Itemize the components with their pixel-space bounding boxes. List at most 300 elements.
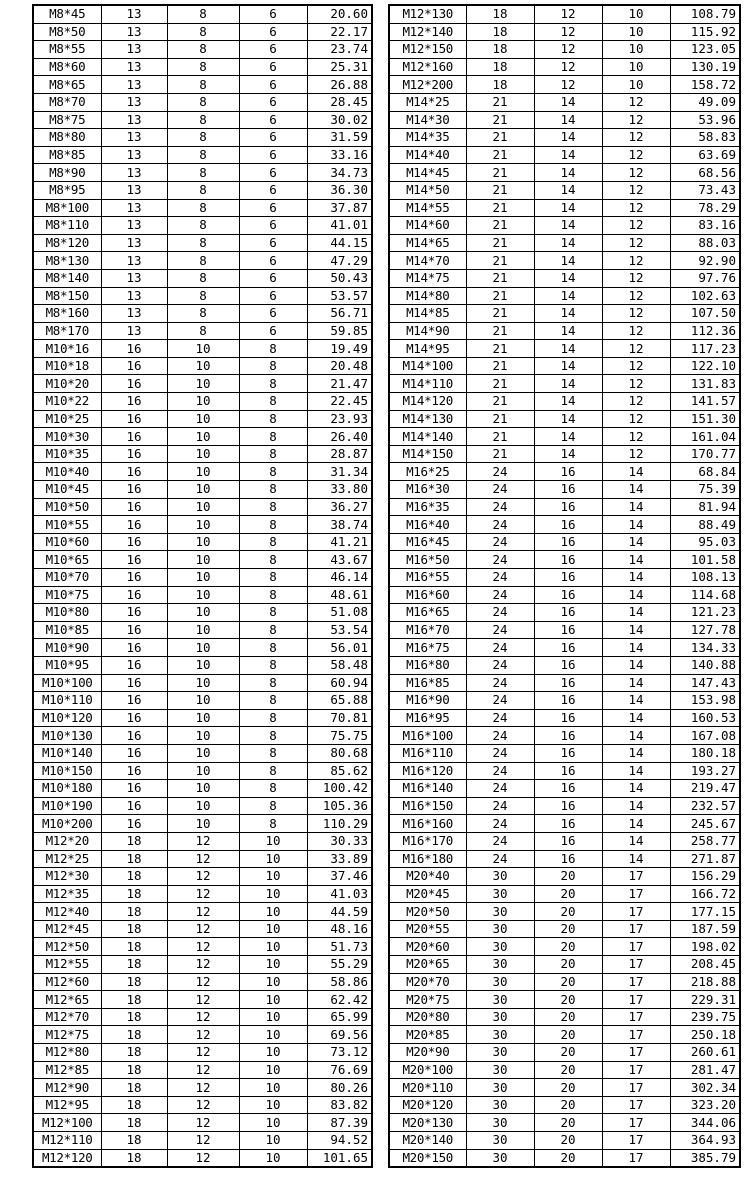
dimension-a-cell: 24 [466, 516, 534, 534]
spec-name-cell: M14*100 [389, 357, 466, 375]
table-row [389, 498, 740, 516]
table-row [389, 938, 740, 956]
dimension-b-cell: 14 [534, 234, 602, 252]
dimension-b-cell: 8 [167, 287, 239, 305]
spec-name-cell: M10*120 [33, 709, 101, 727]
dimension-c-cell: 17 [602, 868, 670, 886]
dimension-b-cell: 20 [534, 1149, 602, 1167]
spec-name-cell: M8*150 [33, 287, 101, 305]
dimension-b-cell: 16 [534, 744, 602, 762]
table-row [389, 287, 740, 305]
price-cell: 20.48 [307, 357, 372, 375]
dimension-c-cell: 10 [239, 938, 307, 956]
table-row [389, 832, 740, 850]
spec-name-cell: M16*75 [389, 639, 466, 657]
dimension-b-cell: 8 [167, 5, 239, 23]
price-cell: 158.72 [670, 76, 740, 94]
dimension-b-cell: 8 [167, 269, 239, 287]
price-cell: 105.36 [307, 797, 372, 815]
dimension-c-cell: 14 [602, 656, 670, 674]
dimension-c-cell: 14 [602, 727, 670, 745]
spec-name-cell: M8*75 [33, 111, 101, 129]
dimension-a-cell: 16 [101, 586, 167, 604]
price-cell: 94.52 [307, 1132, 372, 1150]
dimension-b-cell: 20 [534, 973, 602, 991]
dimension-a-cell: 16 [101, 533, 167, 551]
spec-name-cell: M12*160 [389, 58, 466, 76]
dimension-a-cell: 18 [101, 1149, 167, 1167]
dimension-c-cell: 12 [602, 357, 670, 375]
dimension-c-cell: 8 [239, 463, 307, 481]
dimension-a-cell: 21 [466, 252, 534, 270]
price-cell: 80.26 [307, 1079, 372, 1097]
spec-name-cell: M16*160 [389, 815, 466, 833]
dimension-b-cell: 14 [534, 375, 602, 393]
dimension-b-cell: 14 [534, 393, 602, 411]
dimension-b-cell: 14 [534, 340, 602, 358]
dimension-c-cell: 12 [602, 322, 670, 340]
dimension-b-cell: 12 [167, 832, 239, 850]
table-row [389, 252, 740, 270]
spec-name-cell: M14*75 [389, 269, 466, 287]
price-cell: 170.77 [670, 445, 740, 463]
table-row [389, 129, 740, 147]
dimension-c-cell: 12 [602, 393, 670, 411]
table-row [389, 111, 740, 129]
dimension-c-cell: 14 [602, 797, 670, 815]
dimension-b-cell: 10 [167, 569, 239, 587]
spec-name-cell: M8*100 [33, 199, 101, 217]
spec-name-cell: M14*95 [389, 340, 466, 358]
table-row [33, 656, 372, 674]
table-row [33, 674, 372, 692]
dimension-a-cell: 30 [466, 1149, 534, 1167]
dimension-b-cell: 14 [534, 181, 602, 199]
table-row [33, 586, 372, 604]
dimension-a-cell: 13 [101, 269, 167, 287]
table-row [33, 815, 372, 833]
dimension-c-cell: 17 [602, 1061, 670, 1079]
table-row [33, 780, 372, 798]
table-row [33, 569, 372, 587]
table-row [389, 604, 740, 622]
dimension-a-cell: 21 [466, 111, 534, 129]
dimension-b-cell: 10 [167, 393, 239, 411]
spec-name-cell: M16*60 [389, 586, 466, 604]
dimension-a-cell: 13 [101, 252, 167, 270]
price-cell: 30.33 [307, 832, 372, 850]
dimension-b-cell: 10 [167, 621, 239, 639]
dimension-b-cell: 16 [534, 621, 602, 639]
spec-name-cell: M10*95 [33, 656, 101, 674]
dimension-a-cell: 13 [101, 164, 167, 182]
table-row [33, 868, 372, 886]
dimension-b-cell: 16 [534, 656, 602, 674]
price-cell: 78.29 [670, 199, 740, 217]
dimension-b-cell: 8 [167, 23, 239, 41]
table-row [389, 393, 740, 411]
price-cell: 48.16 [307, 920, 372, 938]
dimension-c-cell: 12 [602, 93, 670, 111]
price-cell: 36.27 [307, 498, 372, 516]
dimension-a-cell: 16 [101, 815, 167, 833]
dimension-a-cell: 24 [466, 604, 534, 622]
dimension-c-cell: 17 [602, 920, 670, 938]
table-row [33, 217, 372, 235]
spec-name-cell: M16*80 [389, 656, 466, 674]
dimension-b-cell: 8 [167, 181, 239, 199]
dimension-b-cell: 16 [534, 780, 602, 798]
dimension-b-cell: 10 [167, 428, 239, 446]
spec-name-cell: M12*30 [33, 868, 101, 886]
dimension-c-cell: 8 [239, 674, 307, 692]
dimension-c-cell: 14 [602, 709, 670, 727]
spec-name-cell: M12*25 [33, 850, 101, 868]
dimension-a-cell: 21 [466, 357, 534, 375]
table-row [389, 181, 740, 199]
dimension-a-cell: 13 [101, 146, 167, 164]
spec-name-cell: M20*90 [389, 1044, 466, 1062]
table-row [389, 815, 740, 833]
dimension-a-cell: 30 [466, 903, 534, 921]
dimension-b-cell: 16 [534, 639, 602, 657]
dimension-a-cell: 16 [101, 481, 167, 499]
price-cell: 80.68 [307, 744, 372, 762]
dimension-a-cell: 18 [101, 1132, 167, 1150]
dimension-c-cell: 10 [239, 1149, 307, 1167]
dimension-a-cell: 16 [101, 340, 167, 358]
table-row [389, 762, 740, 780]
dimension-c-cell: 14 [602, 604, 670, 622]
price-cell: 41.01 [307, 217, 372, 235]
dimension-a-cell: 24 [466, 639, 534, 657]
spec-name-cell: M8*110 [33, 217, 101, 235]
dimension-c-cell: 8 [239, 656, 307, 674]
dimension-b-cell: 8 [167, 322, 239, 340]
dimension-c-cell: 6 [239, 5, 307, 23]
price-cell: 219.47 [670, 780, 740, 798]
dimension-c-cell: 10 [239, 1079, 307, 1097]
dimension-b-cell: 8 [167, 252, 239, 270]
price-cell: 239.75 [670, 1008, 740, 1026]
spec-name-cell: M20*120 [389, 1096, 466, 1114]
dimension-a-cell: 16 [101, 692, 167, 710]
price-cell: 167.08 [670, 727, 740, 745]
price-cell: 19.49 [307, 340, 372, 358]
spec-name-cell: M12*140 [389, 23, 466, 41]
spec-name-cell: M20*45 [389, 885, 466, 903]
table-row [389, 1096, 740, 1114]
spec-name-cell: M14*60 [389, 217, 466, 235]
table-row [389, 1132, 740, 1150]
dimension-b-cell: 16 [534, 533, 602, 551]
spec-name-cell: M12*40 [33, 903, 101, 921]
dimension-c-cell: 6 [239, 58, 307, 76]
price-cell: 302.34 [670, 1079, 740, 1097]
dimension-a-cell: 30 [466, 1061, 534, 1079]
spec-name-cell: M12*200 [389, 76, 466, 94]
price-cell: 323.20 [670, 1096, 740, 1114]
price-cell: 88.49 [670, 516, 740, 534]
table-row [389, 656, 740, 674]
dimension-b-cell: 10 [167, 481, 239, 499]
spec-name-cell: M20*70 [389, 973, 466, 991]
dimension-c-cell: 10 [239, 1096, 307, 1114]
dimension-a-cell: 13 [101, 217, 167, 235]
dimension-a-cell: 13 [101, 234, 167, 252]
dimension-c-cell: 10 [239, 1061, 307, 1079]
spec-name-cell: M10*55 [33, 516, 101, 534]
dimension-a-cell: 16 [101, 516, 167, 534]
dimension-c-cell: 10 [239, 1044, 307, 1062]
table-row [33, 920, 372, 938]
price-cell: 30.02 [307, 111, 372, 129]
dimension-a-cell: 21 [466, 340, 534, 358]
table-row [33, 463, 372, 481]
dimension-b-cell: 20 [534, 1079, 602, 1097]
dimension-b-cell: 14 [534, 428, 602, 446]
dimension-b-cell: 8 [167, 217, 239, 235]
table-row [33, 762, 372, 780]
price-cell: 229.31 [670, 991, 740, 1009]
price-cell: 75.39 [670, 481, 740, 499]
price-cell: 107.50 [670, 305, 740, 323]
dimension-c-cell: 10 [239, 1026, 307, 1044]
dimension-c-cell: 14 [602, 586, 670, 604]
price-cell: 180.18 [670, 744, 740, 762]
price-cell: 53.54 [307, 621, 372, 639]
dimension-b-cell: 10 [167, 516, 239, 534]
dimension-c-cell: 8 [239, 516, 307, 534]
spec-name-cell: M20*60 [389, 938, 466, 956]
dimension-b-cell: 10 [167, 709, 239, 727]
price-cell: 65.88 [307, 692, 372, 710]
table-row [33, 305, 372, 323]
dimension-a-cell: 24 [466, 727, 534, 745]
price-cell: 83.16 [670, 217, 740, 235]
dimension-c-cell: 17 [602, 1096, 670, 1114]
table-row [389, 551, 740, 569]
dimension-a-cell: 16 [101, 445, 167, 463]
spec-name-cell: M10*70 [33, 569, 101, 587]
dimension-c-cell: 6 [239, 217, 307, 235]
price-tables [32, 4, 739, 1192]
price-cell: 123.05 [670, 41, 740, 59]
dimension-c-cell: 14 [602, 621, 670, 639]
dimension-a-cell: 18 [101, 991, 167, 1009]
price-cell: 166.72 [670, 885, 740, 903]
table-row [33, 234, 372, 252]
dimension-b-cell: 16 [534, 727, 602, 745]
spec-name-cell: M12*35 [33, 885, 101, 903]
spec-name-cell: M10*190 [33, 797, 101, 815]
spec-name-cell: M14*85 [389, 305, 466, 323]
table-row [33, 621, 372, 639]
table-row [389, 375, 740, 393]
price-cell: 115.92 [670, 23, 740, 41]
spec-name-cell: M10*40 [33, 463, 101, 481]
dimension-a-cell: 16 [101, 744, 167, 762]
dimension-c-cell: 6 [239, 146, 307, 164]
spec-name-cell: M14*120 [389, 393, 466, 411]
spec-name-cell: M8*130 [33, 252, 101, 270]
spec-name-cell: M10*80 [33, 604, 101, 622]
table-row [33, 322, 372, 340]
table-row [389, 305, 740, 323]
dimension-c-cell: 8 [239, 533, 307, 551]
dimension-c-cell: 12 [602, 217, 670, 235]
dimension-c-cell: 6 [239, 164, 307, 182]
spec-name-cell: M10*85 [33, 621, 101, 639]
dimension-b-cell: 20 [534, 1008, 602, 1026]
price-cell: 68.84 [670, 463, 740, 481]
dimension-a-cell: 21 [466, 164, 534, 182]
table-row [33, 885, 372, 903]
price-cell: 33.89 [307, 850, 372, 868]
price-cell: 160.53 [670, 709, 740, 727]
price-cell: 114.68 [670, 586, 740, 604]
dimension-c-cell: 6 [239, 23, 307, 41]
dimension-c-cell: 12 [602, 445, 670, 463]
dimension-b-cell: 16 [534, 674, 602, 692]
price-cell: 117.23 [670, 340, 740, 358]
table-row [33, 797, 372, 815]
price-cell: 50.43 [307, 269, 372, 287]
dimension-b-cell: 20 [534, 956, 602, 974]
dimension-b-cell: 14 [534, 357, 602, 375]
spec-name-cell: M10*140 [33, 744, 101, 762]
dimension-b-cell: 12 [167, 973, 239, 991]
price-cell: 22.17 [307, 23, 372, 41]
table-row [389, 516, 740, 534]
dimension-a-cell: 18 [466, 41, 534, 59]
dimension-b-cell: 12 [167, 1114, 239, 1132]
spec-name-cell: M8*85 [33, 146, 101, 164]
table-row [389, 93, 740, 111]
table-row [33, 991, 372, 1009]
price-cell: 51.73 [307, 938, 372, 956]
table-row [33, 938, 372, 956]
dimension-c-cell: 17 [602, 1149, 670, 1167]
dimension-c-cell: 10 [602, 23, 670, 41]
table-row [389, 569, 740, 587]
price-cell: 28.87 [307, 445, 372, 463]
dimension-a-cell: 24 [466, 463, 534, 481]
spec-name-cell: M10*45 [33, 481, 101, 499]
price-cell: 385.79 [670, 1149, 740, 1167]
table-row [33, 375, 372, 393]
spec-name-cell: M16*45 [389, 533, 466, 551]
price-cell: 130.19 [670, 58, 740, 76]
spec-name-cell: M8*55 [33, 41, 101, 59]
dimension-b-cell: 12 [167, 1149, 239, 1167]
dimension-a-cell: 24 [466, 709, 534, 727]
spec-name-cell: M8*170 [33, 322, 101, 340]
dimension-b-cell: 12 [167, 1096, 239, 1114]
dimension-a-cell: 30 [466, 868, 534, 886]
dimension-c-cell: 17 [602, 1114, 670, 1132]
table-row [33, 551, 372, 569]
dimension-c-cell: 14 [602, 832, 670, 850]
table-row [33, 199, 372, 217]
dimension-a-cell: 16 [101, 674, 167, 692]
price-cell: 59.85 [307, 322, 372, 340]
dimension-a-cell: 16 [101, 797, 167, 815]
price-cell: 364.93 [670, 1132, 740, 1150]
dimension-b-cell: 10 [167, 674, 239, 692]
spec-name-cell: M12*80 [33, 1044, 101, 1062]
dimension-a-cell: 24 [466, 586, 534, 604]
dimension-c-cell: 10 [239, 850, 307, 868]
dimension-a-cell: 16 [101, 463, 167, 481]
spec-name-cell: M10*35 [33, 445, 101, 463]
dimension-a-cell: 30 [466, 1008, 534, 1026]
dimension-b-cell: 10 [167, 744, 239, 762]
spec-name-cell: M20*55 [389, 920, 466, 938]
dimension-c-cell: 10 [239, 832, 307, 850]
price-cell: 44.59 [307, 903, 372, 921]
dimension-a-cell: 21 [466, 199, 534, 217]
spec-name-cell: M10*90 [33, 639, 101, 657]
price-cell: 53.57 [307, 287, 372, 305]
table-row [389, 621, 740, 639]
dimension-b-cell: 8 [167, 164, 239, 182]
spec-name-cell: M20*75 [389, 991, 466, 1009]
price-cell: 110.29 [307, 815, 372, 833]
dimension-a-cell: 30 [466, 1079, 534, 1097]
dimension-a-cell: 18 [466, 76, 534, 94]
dimension-c-cell: 10 [239, 991, 307, 1009]
spec-name-cell: M20*140 [389, 1132, 466, 1150]
table-row [33, 1132, 372, 1150]
price-cell: 140.88 [670, 656, 740, 674]
table-row [389, 674, 740, 692]
dimension-b-cell: 16 [534, 604, 602, 622]
dimension-a-cell: 21 [466, 217, 534, 235]
table-row [33, 58, 372, 76]
dimension-c-cell: 6 [239, 199, 307, 217]
dimension-a-cell: 16 [101, 604, 167, 622]
spec-name-cell: M12*150 [389, 41, 466, 59]
table-row [33, 744, 372, 762]
table-row [33, 1149, 372, 1167]
table-row [33, 903, 372, 921]
price-cell: 22.45 [307, 393, 372, 411]
dimension-b-cell: 10 [167, 340, 239, 358]
dimension-b-cell: 16 [534, 692, 602, 710]
table-row [33, 850, 372, 868]
dimension-b-cell: 12 [167, 1061, 239, 1079]
spec-table-right-body [389, 5, 740, 1167]
dimension-b-cell: 12 [167, 1026, 239, 1044]
dimension-a-cell: 13 [101, 23, 167, 41]
price-cell: 62.42 [307, 991, 372, 1009]
dimension-c-cell: 17 [602, 991, 670, 1009]
dimension-b-cell: 16 [534, 709, 602, 727]
dimension-b-cell: 12 [167, 956, 239, 974]
price-cell: 153.98 [670, 692, 740, 710]
dimension-c-cell: 6 [239, 111, 307, 129]
table-row [33, 428, 372, 446]
dimension-a-cell: 30 [466, 1132, 534, 1150]
price-cell: 102.63 [670, 287, 740, 305]
spec-name-cell: M16*170 [389, 832, 466, 850]
price-cell: 245.67 [670, 815, 740, 833]
table-row [33, 181, 372, 199]
table-row [389, 885, 740, 903]
dimension-c-cell: 14 [602, 481, 670, 499]
price-cell: 127.78 [670, 621, 740, 639]
